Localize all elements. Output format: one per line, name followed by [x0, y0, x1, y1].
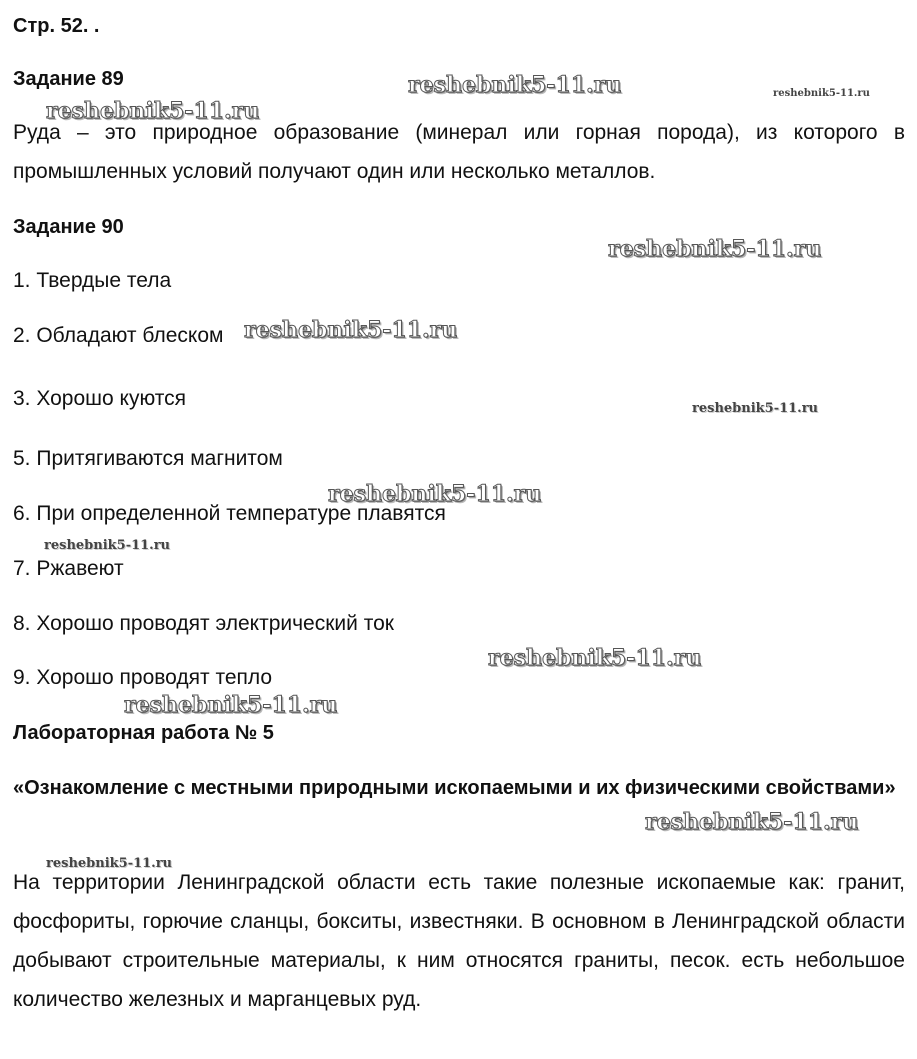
- watermark: reshebnik5-11.ru: [244, 317, 458, 343]
- lab-text: На территории Ленинградской области есть такие полезные ископаемые как: гранит, фосфориты, горючие сланцы, бокситы, известняки. В основном в Ленинградской области добывают строительные материалы, к ним относятся граниты, песок. есть небольшое количество железных и марганцевых руд.: [13, 871, 905, 1011]
- task-90-item-1: 1. Твердые тела: [13, 269, 172, 292]
- watermark: reshebnik5-11.ru: [46, 856, 173, 871]
- task-90-item-3: 3. Хорошо куются: [13, 387, 186, 410]
- task-90-item-5: 6. При определенной температуре плавятся: [13, 502, 446, 525]
- task-90-item-6: 7. Ржавеют: [13, 557, 124, 580]
- task-89-heading: Задание 89: [13, 68, 124, 90]
- watermark: reshebnik5-11.ru: [44, 538, 171, 553]
- task-89-text: Руда – это природное образование (минерал или горная порода), из которого в промышленных условий получают один или несколько металлов.: [13, 121, 905, 183]
- task-90-item-4: 5. Притягиваются магнитом: [13, 447, 283, 470]
- task-90-item-8: 9. Хорошо проводят тепло: [13, 666, 273, 689]
- watermark: reshebnik5-11.ru: [124, 692, 338, 718]
- watermark: reshebnik5-11.ru: [488, 645, 702, 671]
- page-header: Стр. 52. .: [13, 15, 100, 37]
- watermark: reshebnik5-11.ru: [46, 98, 260, 124]
- watermark: reshebnik5-11.ru: [773, 88, 870, 99]
- watermark: reshebnik5-11.ru: [645, 809, 859, 835]
- watermark: reshebnik5-11.ru: [608, 236, 822, 262]
- lab-title: «Ознакомление с местными природными ископаемыми и их физическими свойствами»: [13, 777, 896, 799]
- watermark: reshebnik5-11.ru: [408, 72, 622, 98]
- watermark: reshebnik5-11.ru: [692, 401, 819, 416]
- task-90-heading: Задание 90: [13, 216, 124, 238]
- task-90-item-7: 8. Хорошо проводят электрический ток: [13, 612, 394, 635]
- lab-heading: Лабораторная работа № 5: [13, 722, 274, 744]
- watermark: reshebnik5-11.ru: [328, 481, 542, 507]
- task-90-item-2: 2. Обладают блеском: [13, 324, 224, 347]
